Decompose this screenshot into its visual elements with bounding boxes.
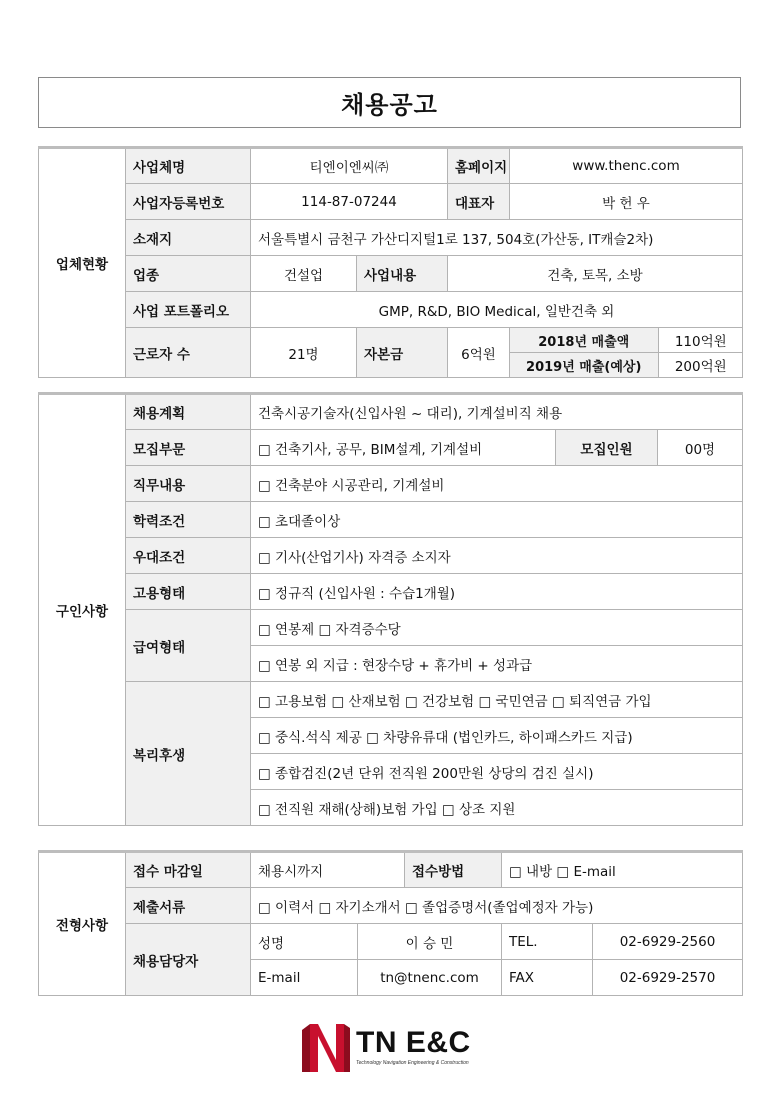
address-label: 소재지 bbox=[126, 220, 251, 256]
tel-value: 02-6929-2560 bbox=[593, 924, 743, 960]
capital-value: 6억원 bbox=[448, 328, 510, 378]
industry-label: 업종 bbox=[126, 256, 251, 292]
pref-value: □ 기사(산업기사) 자격증 소지자 bbox=[251, 538, 743, 574]
fax-label: FAX bbox=[502, 960, 593, 996]
contact-label: 채용담당자 bbox=[126, 924, 251, 996]
portfolio-label: 사업 포트폴리오 bbox=[126, 292, 251, 328]
ceo-value: 박 헌 우 bbox=[510, 184, 743, 220]
sales-2019-label: 2019년 매출(예상) bbox=[510, 353, 658, 378]
fax-value: 02-6929-2570 bbox=[593, 960, 743, 996]
contact-name-label: 성명 bbox=[251, 924, 358, 960]
company-table bbox=[38, 146, 743, 378]
employ-value: □ 정규직 (신입사원 : 수습1개월) bbox=[251, 574, 743, 610]
workers-label: 근로자 수 bbox=[126, 328, 251, 378]
welfare-line-4: □ 전직원 재해(상해)보험 가입 □ 상조 지원 bbox=[251, 790, 743, 826]
pref-label: 우대조건 bbox=[126, 538, 251, 574]
sales-subtable bbox=[510, 328, 743, 377]
ceo-label: 대표자 bbox=[448, 184, 510, 220]
edu-value: □ 초대졸이상 bbox=[251, 502, 743, 538]
logo-tagline: Technology Navigation Engineering & Construction bbox=[356, 1060, 469, 1066]
count-label: 모집인원 bbox=[556, 430, 658, 466]
logo-text: TN E&C bbox=[356, 1026, 471, 1059]
count-value: 00명 bbox=[658, 430, 743, 466]
industry-value: 건설업 bbox=[251, 256, 357, 292]
deadline-value: 채용시까지 bbox=[251, 852, 405, 888]
tel-label: TEL. bbox=[502, 924, 593, 960]
welfare-line-1: □ 고용보험 □ 산재보험 □ 건강보험 □ 국민연금 □ 퇴직연금 가입 bbox=[251, 682, 743, 718]
regno-value: 114-87-07244 bbox=[251, 184, 448, 220]
workers-value: 21명 bbox=[251, 328, 357, 378]
recruit-table bbox=[38, 392, 743, 826]
sales-2018-value: 110억원 bbox=[658, 328, 743, 353]
portfolio-value: GMP, R&D, BIO Medical, 일반건축 외 bbox=[251, 292, 743, 328]
method-value: □ 내방 □ E-mail bbox=[502, 852, 743, 888]
docs-value: □ 이력서 □ 자기소개서 □ 졸업증명서(졸업예정자 가능) bbox=[251, 888, 743, 924]
pay-line-1: □ 연봉제 □ 자격증수당 bbox=[251, 610, 743, 646]
address-value: 서울특별시 금천구 가산디지털1로 137, 504호(가산동, IT캐슬2차) bbox=[251, 220, 743, 256]
docs-label: 제출서류 bbox=[126, 888, 251, 924]
duty-value: □ 건축분야 시공관리, 기계설비 bbox=[251, 466, 743, 502]
plan-label: 채용계획 bbox=[126, 394, 251, 430]
employ-label: 고용형태 bbox=[126, 574, 251, 610]
dept-label: 모집부문 bbox=[126, 430, 251, 466]
business-value: 건축, 토목, 소방 bbox=[448, 256, 743, 292]
business-label: 사업내용 bbox=[357, 256, 448, 292]
contact-name: 이 승 민 bbox=[358, 924, 502, 960]
company-logo bbox=[302, 1022, 482, 1074]
edu-label: 학력조건 bbox=[126, 502, 251, 538]
company-name: 티엔이엔씨㈜ bbox=[251, 148, 448, 184]
capital-label: 자본금 bbox=[357, 328, 448, 378]
plan-value: 건축시공기술자(신입사원 ~ 대리), 기계설비직 채용 bbox=[251, 394, 743, 430]
email-label: E-mail bbox=[251, 960, 358, 996]
dept-value: □ 건축기사, 공무, BIM설계, 기계설비 bbox=[251, 430, 556, 466]
process-table bbox=[38, 850, 743, 996]
company-name-label: 사업체명 bbox=[126, 148, 251, 184]
email-value: tn@tnenc.com bbox=[358, 960, 502, 996]
homepage-label: 홈페이지 bbox=[448, 148, 510, 184]
section-recruit: 구인사항 bbox=[39, 394, 126, 826]
sales-2018-label: 2018년 매출액 bbox=[510, 328, 658, 353]
sales-2019-value: 200억원 bbox=[658, 353, 743, 378]
page-title: 채용공고 bbox=[38, 77, 741, 128]
welfare-label: 복리후생 bbox=[126, 682, 251, 826]
homepage-value: www.thenc.com bbox=[510, 148, 743, 184]
deadline-label: 접수 마감일 bbox=[126, 852, 251, 888]
welfare-line-2: □ 중식.석식 제공 □ 차량유류대 (법인카드, 하이패스카드 지급) bbox=[251, 718, 743, 754]
pay-line-2: □ 연봉 외 지급 : 현장수당 + 휴가비 + 성과급 bbox=[251, 646, 743, 682]
regno-label: 사업자등록번호 bbox=[126, 184, 251, 220]
welfare-line-3: □ 종합검진(2년 단위 전직원 200만원 상당의 검진 실시) bbox=[251, 754, 743, 790]
section-process: 전형사항 bbox=[39, 852, 126, 996]
section-company: 업체현황 bbox=[39, 148, 126, 378]
pay-label: 급여형태 bbox=[126, 610, 251, 682]
duty-label: 직무내용 bbox=[126, 466, 251, 502]
method-label: 접수방법 bbox=[405, 852, 502, 888]
